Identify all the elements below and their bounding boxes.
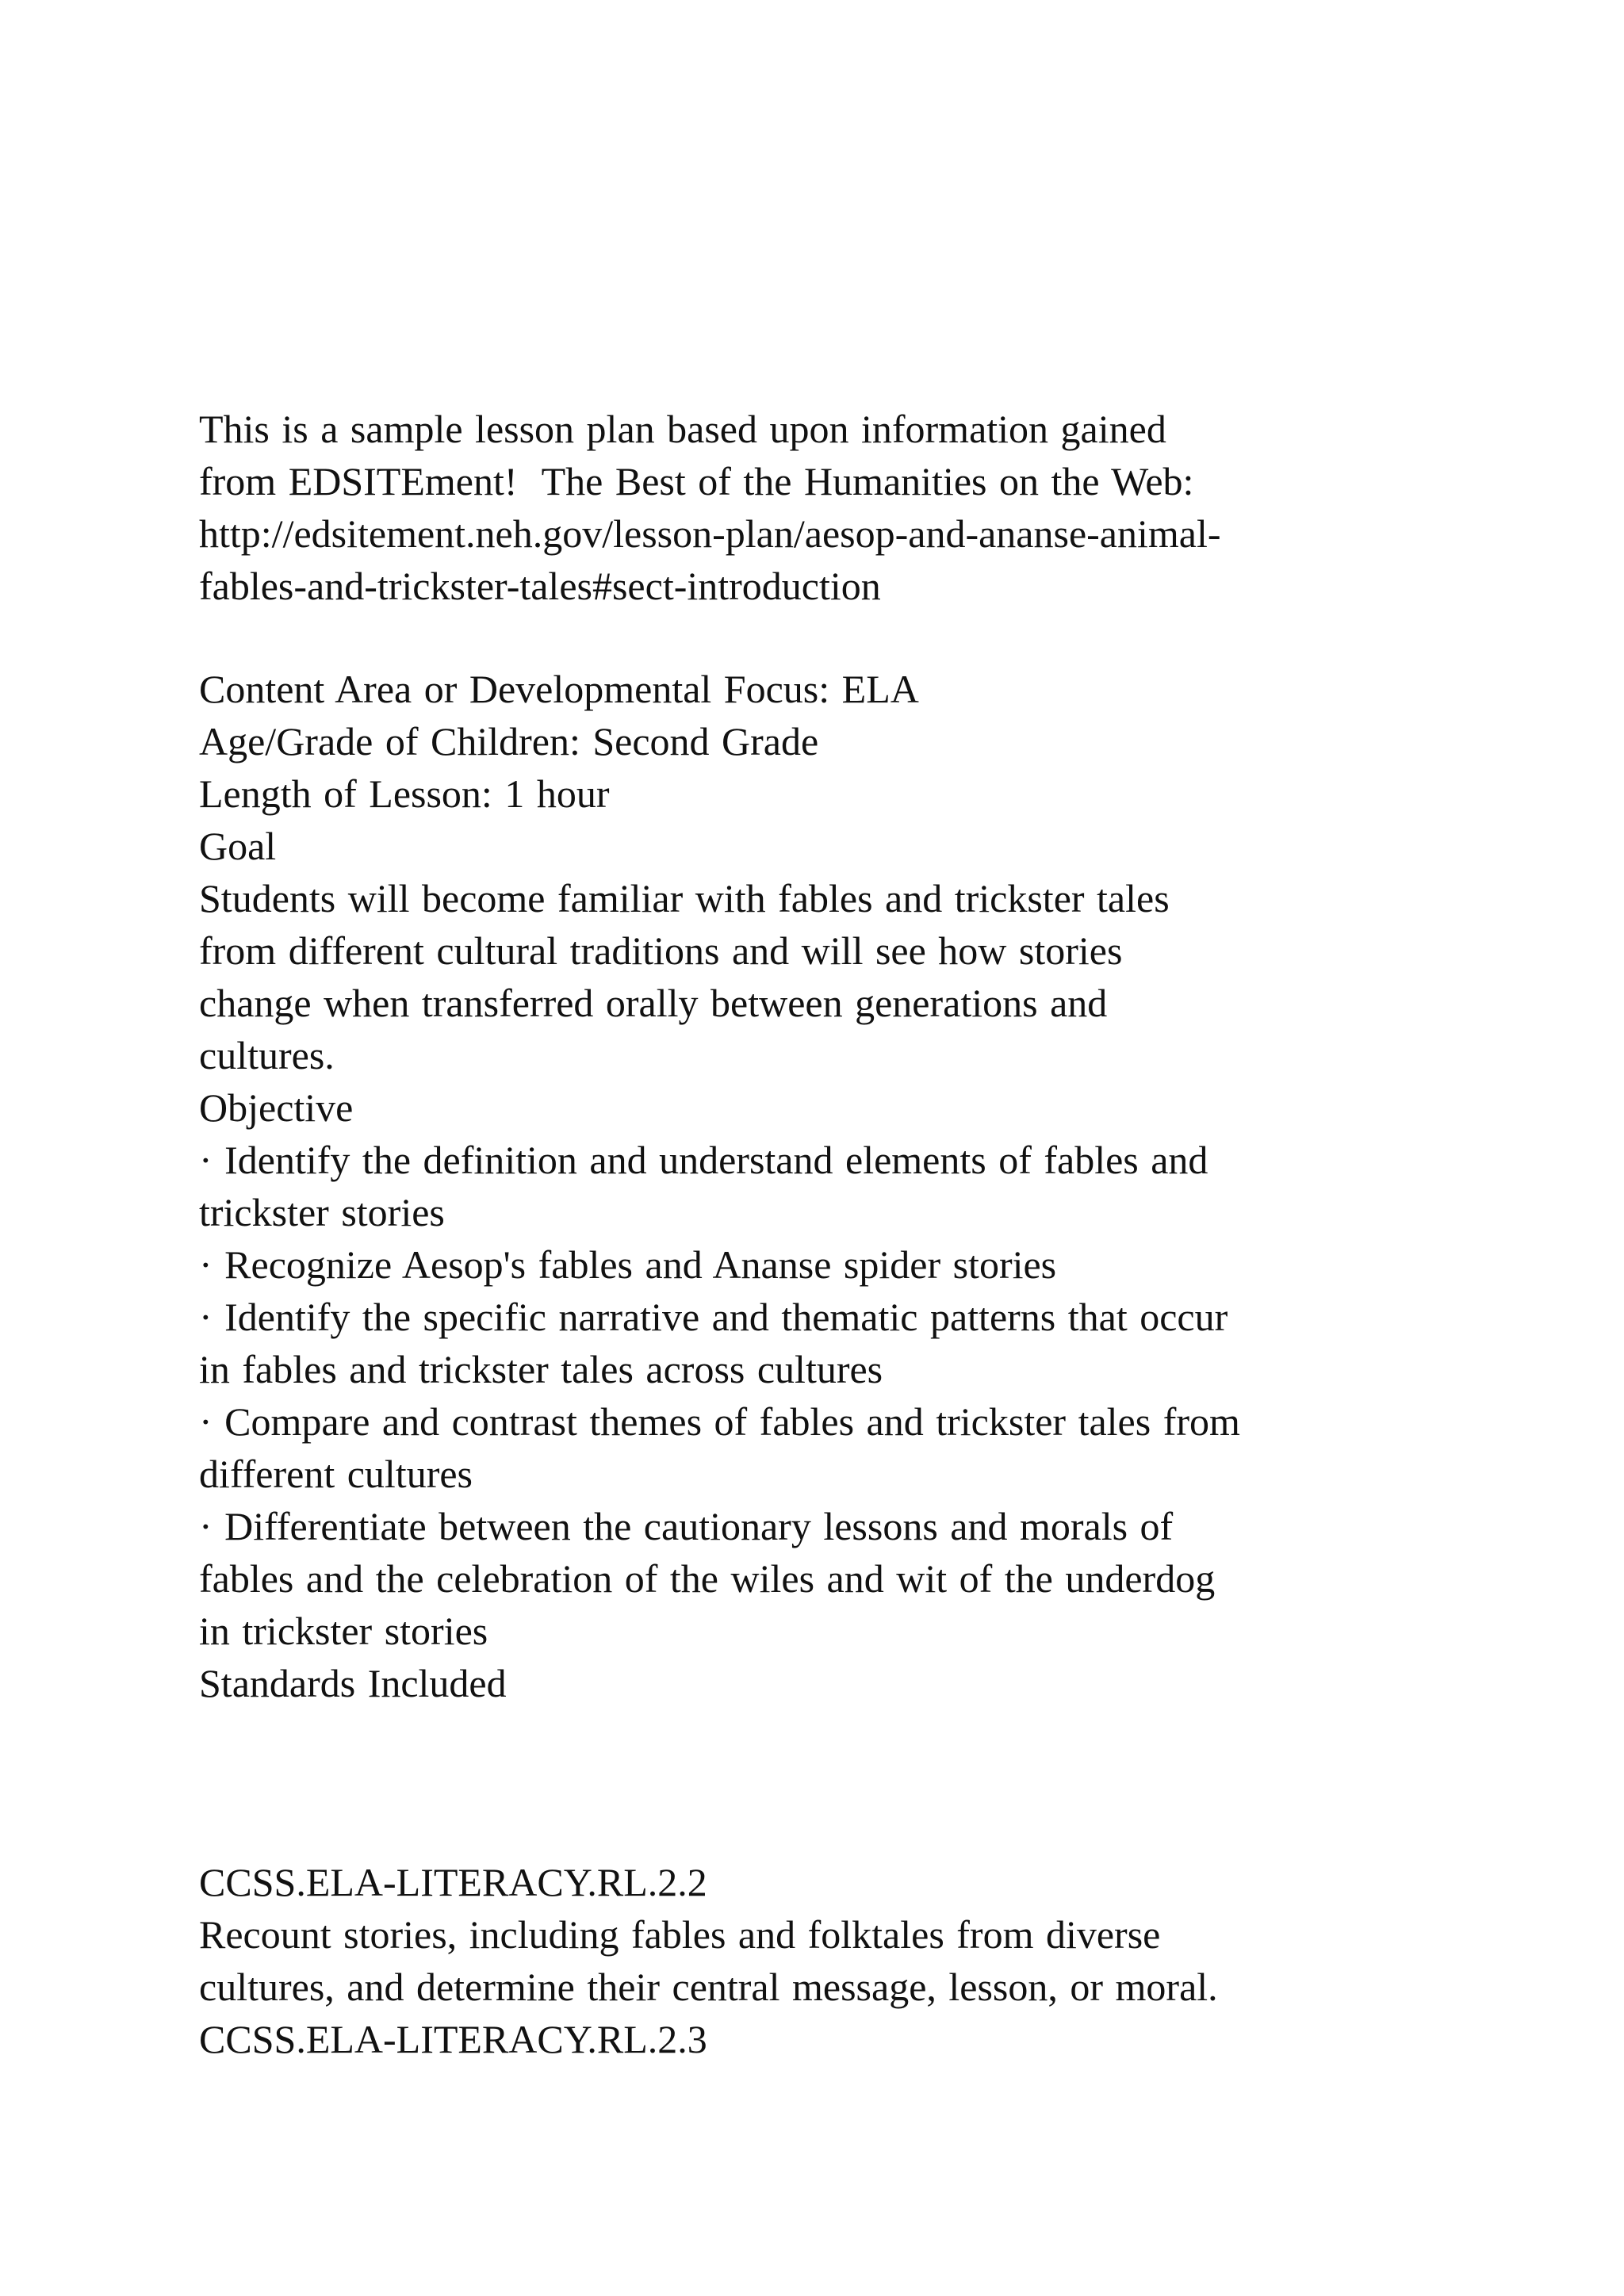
objective-heading: Objective	[199, 1085, 354, 1130]
goal-text-line: from different cultural traditions and will see how stories	[199, 928, 1123, 973]
objective-line: in fables and trickster tales across cultures	[199, 1347, 883, 1391]
standard-code-rl22: CCSS.ELA-LITERACY.RL.2.2	[199, 1860, 707, 1904]
standard-text-line: cultures, and determine their central message, lesson, or moral.	[199, 1965, 1218, 2009]
goal-text-line: change when transferred orally between generations and	[199, 981, 1108, 1025]
objective-line: · Compare and contrast themes of fables and trickster tales from	[199, 1399, 1240, 1444]
intro-line: from EDSITEment! The Best of the Humanities on the Web:	[199, 459, 1194, 503]
goal-text-line: Students will become familiar with fables and trickster tales	[199, 876, 1170, 920]
intro-paragraph	[199, 403, 1468, 612]
standards-list	[199, 1856, 1468, 2065]
lesson-details	[199, 663, 1468, 1709]
standard-text-line: Recount stories, including fables and folktales from diverse	[199, 1912, 1161, 1957]
intro-line: This is a sample lesson plan based upon information gained	[199, 407, 1166, 451]
standard-code-rl23: CCSS.ELA-LITERACY.RL.2.3	[199, 2017, 707, 2061]
objective-line: · Identify the specific narrative and thematic patterns that occur	[199, 1295, 1228, 1339]
goal-heading: Goal	[199, 824, 277, 868]
objective-line: different cultures	[199, 1452, 473, 1496]
objective-line: · Differentiate between the cautionary lessons and morals of	[199, 1504, 1174, 1548]
standards-heading: Standards Included	[199, 1661, 507, 1705]
content-area: Content Area or Developmental Focus: ELA	[199, 667, 919, 711]
age-grade: Age/Grade of Children: Second Grade	[199, 719, 819, 763]
objective-line: fables and the celebration of the wiles and wit of the underdog	[199, 1556, 1216, 1601]
source-url-line: fables-and-trickster-tales#sect-introduction	[199, 564, 881, 608]
source-url-line: http://edsitement.neh.gov/lesson-plan/aesop-and-ananse-animal-	[199, 511, 1221, 556]
lesson-length: Length of Lesson: 1 hour	[199, 771, 610, 816]
objective-line: in trickster stories	[199, 1609, 488, 1653]
objective-line: trickster stories	[199, 1190, 445, 1234]
objective-line: · Recognize Aesop's fables and Ananse spider stories	[199, 1242, 1057, 1287]
objective-line: · Identify the definition and understand elements of fables and	[199, 1138, 1208, 1182]
goal-text-line: cultures.	[199, 1033, 335, 1077]
